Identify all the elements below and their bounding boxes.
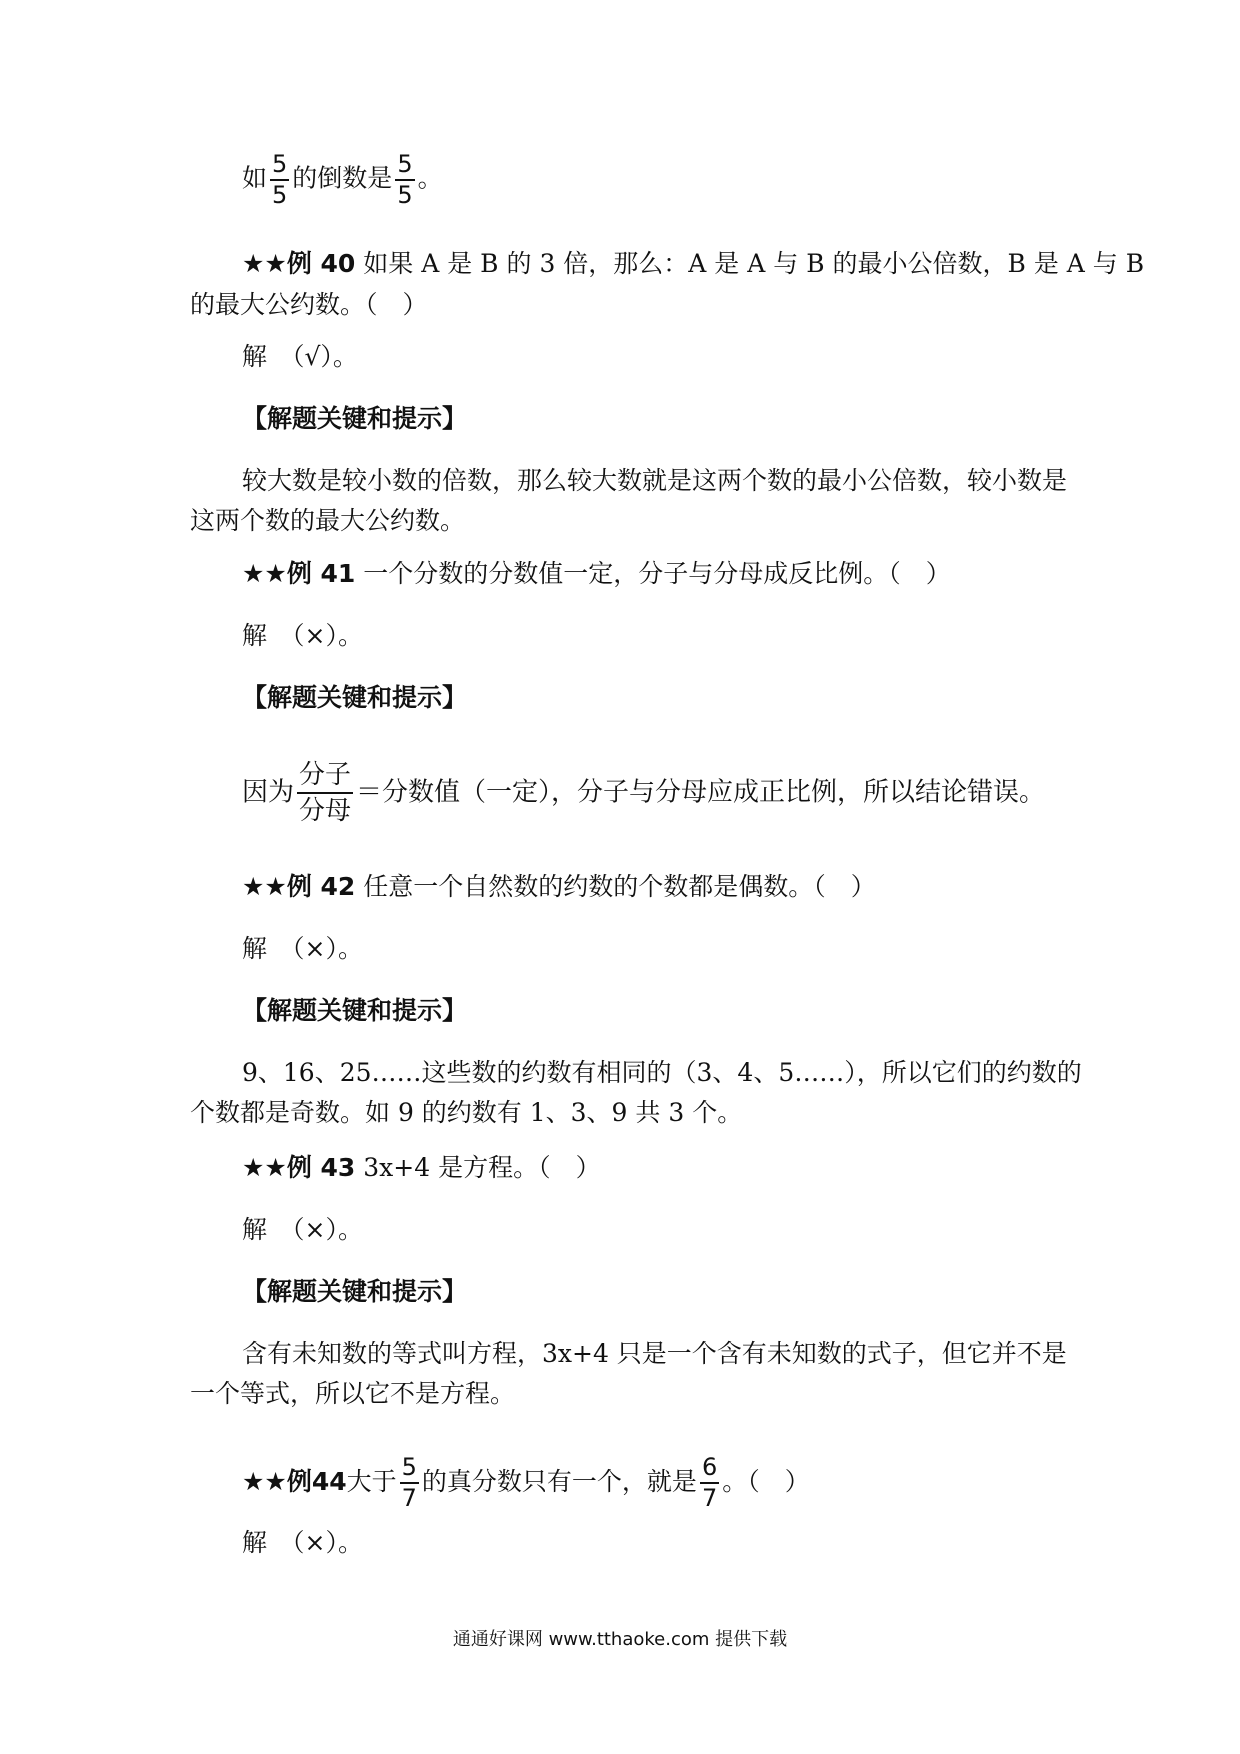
ex40-hint-line2: 这两个数的最大公约数。 (190, 506, 466, 535)
ex40-question-line1 (0, 247, 1240, 281)
page-footer: 通通好课网 www.tthaoke.com 提供下载 (452, 1629, 788, 1650)
fraction (700, 1455, 719, 1511)
numerator: 5 (270, 152, 289, 181)
text: 。 (417, 163, 443, 193)
question-text: 一个分数的分数值一定，分子与分母成反比例。（ ） (363, 559, 951, 588)
example-label: ★★例 43 (242, 1153, 356, 1182)
ex40-hint-title: 【解题关键和提示】 (242, 404, 468, 433)
fraction (400, 1455, 419, 1511)
fraction (395, 152, 414, 208)
question-text: 如果 A 是 B 的 3 倍，那么：A 是 A 与 B 的最小公倍数，B 是 A 与 B (363, 249, 1145, 278)
fraction (270, 152, 289, 208)
ex40-answer: 解 （√）。 (242, 342, 358, 371)
denominator: 7 (401, 1484, 417, 1512)
example-label: ★★例 42 (242, 872, 356, 901)
ex41-hint-formula (0, 760, 1240, 826)
ex43-answer: 解 （×）。 (242, 1215, 363, 1244)
ex43-hint-line2: 一个等式，所以它不是方程。 (190, 1379, 516, 1408)
denominator: 5 (272, 181, 288, 209)
ex44-question (0, 1455, 1240, 1511)
example-label: ★★例 41 (242, 559, 356, 588)
numerator: 分子 (297, 760, 353, 794)
text: 如 (242, 163, 268, 193)
numerator: 5 (395, 152, 414, 181)
text: 的倒数是 (292, 163, 393, 193)
question-text: 任意一个自然数的约数的个数都是偶数。（ ） (363, 872, 876, 901)
text: 因为 (242, 777, 295, 808)
ex43-hint-line1: 含有未知数的等式叫方程，3x+4 只是一个含有未知数的式子，但它并不是 (242, 1339, 1067, 1368)
text: 的真分数只有一个，就是 (421, 1467, 697, 1496)
text: 。（ ） (722, 1467, 810, 1496)
denominator: 分母 (299, 796, 352, 826)
ex42-hint-line2: 个数都是奇数。如 9 的约数有 1、3、9 共 3 个。 (190, 1098, 743, 1127)
example-label: ★★例 40 (242, 249, 356, 278)
numerator: 5 (400, 1455, 419, 1484)
ex40-hint-line1: 较大数是较小数的倍数，那么较大数就是这两个数的最小公倍数，较小数是 (242, 466, 1068, 495)
ex44-answer: 解 （×）。 (242, 1528, 363, 1557)
numerator: 6 (700, 1455, 719, 1484)
text: 大于 (346, 1467, 397, 1496)
example-label: ★★例44 (242, 1467, 347, 1496)
ex42-hint-title: 【解题关键和提示】 (242, 996, 468, 1025)
ex42-question (0, 870, 1240, 904)
denominator: 7 (701, 1484, 718, 1512)
ex42-answer: 解 （×）。 (242, 934, 363, 963)
ex39-reciprocal-line (0, 152, 1240, 208)
text: ＝分数值（一定），分子与分母应成正比例，所以结论错误。 (356, 777, 1046, 808)
denominator: 5 (397, 181, 413, 209)
question-text: 3x+4 是方程。（ ） (363, 1153, 601, 1182)
ex41-question (0, 557, 1240, 591)
ex41-hint-title: 【解题关键和提示】 (242, 683, 468, 712)
fraction (297, 760, 353, 826)
ex42-hint-line1: 9、16、25……这些数的约数有相同的（3、4、5……），所以它们的约数的 (242, 1058, 1082, 1087)
ex43-question (0, 1151, 1240, 1185)
ex41-answer: 解 （×）。 (242, 621, 363, 650)
ex40-question-line2: 的最大公约数。（ ） (190, 290, 428, 319)
ex43-hint-title: 【解题关键和提示】 (242, 1277, 468, 1306)
